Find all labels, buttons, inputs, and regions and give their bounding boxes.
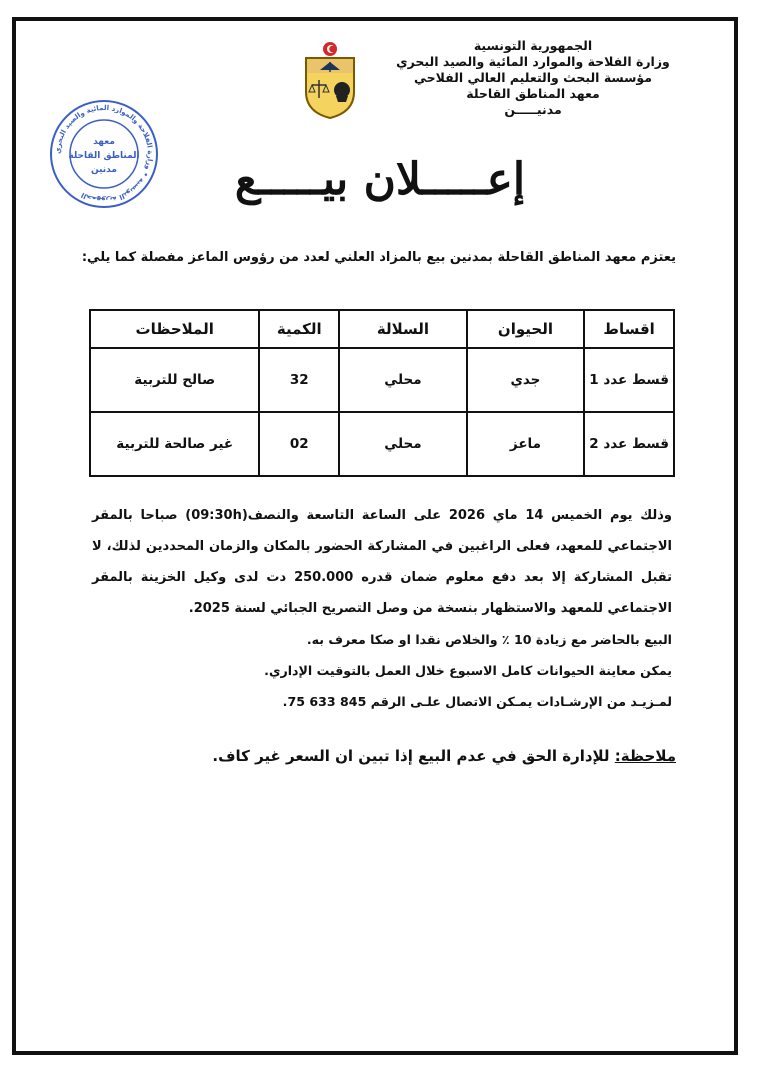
letterhead-institution: مؤسسة البحث والتعليم العالي الفلاحي: [413, 70, 652, 85]
table-header-row: [90, 310, 674, 348]
table-cell: ماعز: [467, 412, 585, 476]
announcement-body: [92, 500, 672, 717]
table-cell: قسط عدد 1: [584, 348, 674, 412]
coat-of-arms-icon: [300, 40, 360, 120]
institute-stamp: [48, 98, 160, 210]
lots-table: [89, 309, 675, 477]
table-cell: محلي: [339, 348, 466, 412]
inspection-line: يمكن معاينة الحيوانات كامل الاسبوع خلال العمل بالتوقيت الإداري.: [264, 663, 672, 678]
note-text: للإدارة الحق في عدم البيع إذا تبين ان السعر غير كاف.: [212, 747, 615, 765]
column-header: اقساط: [584, 310, 674, 348]
letterhead-ministry: وزارة الفلاحة والموارد المائية والصيد البحري: [396, 54, 670, 69]
table-cell: محلي: [339, 412, 466, 476]
stamp-line-2: المناطق القاحلة: [68, 151, 140, 161]
column-header: الملاحظات: [90, 310, 259, 348]
sale-terms-line: البيع بالحاضر مع زيادة 10 ٪ والخلاص نقدا او صكا معرف به.: [306, 632, 672, 647]
page-title: إعـــــلان بيـــــع: [234, 154, 526, 205]
column-header: الحيوان: [467, 310, 585, 348]
stamp-ring-text: الجمهورية التونسية • وزارة الفلاحة والموارد المائية والصيد البحري: [53, 103, 155, 205]
letterhead-institute: معهد المناطق القاحلة: [466, 86, 600, 101]
table-cell: 02: [259, 412, 339, 476]
table-row: [90, 412, 674, 476]
table-cell: صالح للتربية: [90, 348, 259, 412]
letterhead: [368, 38, 698, 118]
stamp-line-1: معهد: [93, 137, 115, 147]
letterhead-country: الجمهورية التونسية: [473, 38, 593, 53]
intro-text: يعتزم معهد المناطق القاحلة بمدنين بيع بالمزاد العلني لعدد من رؤوس الماعز مفصلة كما يلي:: [81, 250, 676, 265]
sale-details-paragraph: وذلك يوم الخميس 14 ماي 2026 على الساعة التاسعة والنصف(09:30h) صباحا بالمقر الاجتماعي للمعهد، فعلى الراغبين في المشاركة الحضور بالمكان والزمان المحددين لذلك، لا تقبل المشاركة إلا بعد دفع معلوم ضمان قدره 250.000 دت لدى وكيل الخزينة بالمقر الاجتماعي للمعهد والاستظهار بنسخة من وصل التصريح الجبائي لسنة 2025.: [92, 508, 673, 616]
table-row: [90, 348, 674, 412]
table-cell: جدي: [467, 348, 585, 412]
stamp-line-3: مدنين: [91, 165, 117, 175]
table-cell: قسط عدد 2: [584, 412, 674, 476]
column-header: الكمية: [259, 310, 339, 348]
table-cell: غير صالحة للتربية: [90, 412, 259, 476]
note-label: ملاحظة:: [614, 747, 676, 765]
letterhead-city: مدنيـــــن: [504, 102, 562, 117]
note: [116, 747, 676, 765]
contact-line: لمـزيـد من الإرشـادات يمـكن الاتصال علـى الرقم 845 633 75.: [282, 694, 672, 709]
table-cell: 32: [259, 348, 339, 412]
column-header: السلالة: [339, 310, 466, 348]
